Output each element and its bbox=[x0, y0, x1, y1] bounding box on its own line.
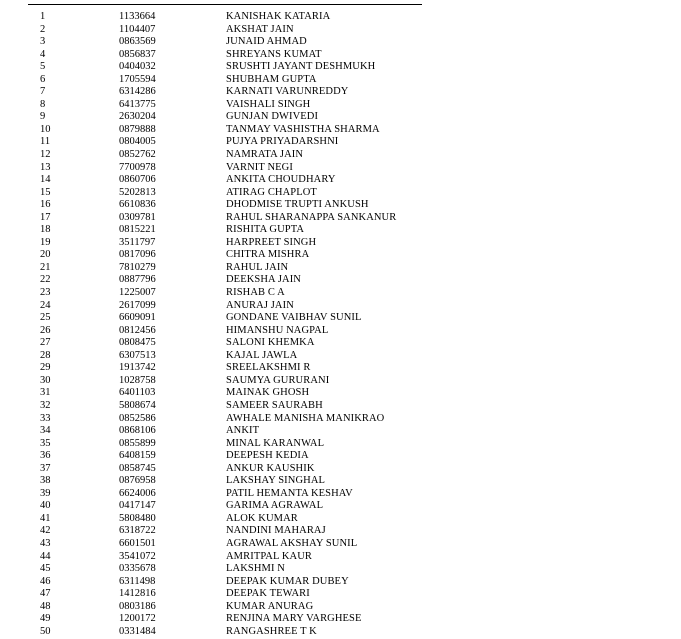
table-row bbox=[0, 375, 681, 388]
candidate-name-cell: JUNAID AHMAD bbox=[226, 36, 307, 48]
roll-number-cell: 6610836 bbox=[119, 199, 156, 211]
roll-number-cell: 0860706 bbox=[119, 174, 156, 186]
table-row bbox=[0, 124, 681, 137]
serial-number-cell: 43 bbox=[40, 537, 51, 549]
candidate-name-cell: MAINAK GHOSH bbox=[226, 387, 310, 399]
serial-number-cell: 11 bbox=[40, 136, 51, 148]
serial-number-cell: 7 bbox=[40, 86, 46, 98]
candidate-name-cell: RAHUL SHARANAPPA SANKANUR bbox=[226, 211, 397, 223]
table-row bbox=[0, 162, 681, 175]
candidate-name-cell: NAMRATA JAIN bbox=[226, 149, 304, 161]
serial-number-cell: 1 bbox=[40, 11, 46, 22]
candidate-name-cell: RAHUL JAIN bbox=[226, 261, 289, 273]
table-row bbox=[0, 387, 681, 400]
table-row bbox=[0, 36, 681, 49]
roll-number-cell: 6307513 bbox=[119, 349, 156, 361]
serial-number-cell: 33 bbox=[40, 412, 51, 424]
table-row bbox=[0, 262, 681, 275]
candidate-name-cell: TANMAY VASHISTHA SHARMA bbox=[226, 123, 380, 135]
candidate-name-cell: AWHALE MANISHA MANIKRAO bbox=[226, 412, 385, 424]
serial-number-cell: 5 bbox=[40, 61, 46, 73]
serial-number-cell: 49 bbox=[40, 613, 51, 625]
roll-number-cell: 6609091 bbox=[119, 312, 156, 324]
serial-number-cell: 42 bbox=[40, 525, 51, 537]
roll-number-cell: 6601501 bbox=[119, 537, 156, 549]
table-row bbox=[0, 212, 681, 225]
candidate-name-cell: SAMEER SAURABH bbox=[226, 399, 323, 411]
serial-number-cell: 27 bbox=[40, 337, 51, 349]
serial-number-cell: 37 bbox=[40, 462, 51, 474]
table-row bbox=[0, 475, 681, 488]
roll-number-cell: 0852586 bbox=[119, 412, 156, 424]
table-row bbox=[0, 237, 681, 250]
roll-number-cell: 1028758 bbox=[119, 374, 156, 386]
candidate-name-cell: RISHAB C A bbox=[226, 287, 285, 299]
table-row bbox=[0, 325, 681, 338]
serial-number-cell: 25 bbox=[40, 312, 51, 324]
serial-number-cell: 15 bbox=[40, 186, 51, 198]
candidate-name-cell: HARPREET SINGH bbox=[226, 236, 317, 248]
roll-number-cell: 0803186 bbox=[119, 600, 156, 612]
serial-number-cell: 35 bbox=[40, 437, 51, 449]
table-row bbox=[0, 500, 681, 513]
table-row bbox=[0, 24, 681, 37]
top-divider-line bbox=[28, 4, 422, 5]
roll-number-cell: 1412816 bbox=[119, 588, 156, 600]
table-row bbox=[0, 49, 681, 62]
table-row bbox=[0, 61, 681, 74]
serial-number-cell: 36 bbox=[40, 450, 51, 462]
serial-number-cell: 39 bbox=[40, 487, 51, 499]
roll-number-cell: 0876958 bbox=[119, 475, 156, 487]
roll-number-cell: 5202813 bbox=[119, 186, 156, 198]
roll-number-cell: 0404032 bbox=[119, 61, 156, 73]
table-row bbox=[0, 413, 681, 426]
candidate-name-cell: KANISHAK KATARIA bbox=[226, 11, 331, 22]
serial-number-cell: 26 bbox=[40, 324, 51, 336]
table-row bbox=[0, 576, 681, 589]
candidate-name-cell: SHREYANS KUMAT bbox=[226, 48, 322, 60]
candidate-name-cell: RANGASHREE T K bbox=[226, 625, 317, 637]
candidate-name-cell: AMRITPAL KAUR bbox=[226, 550, 312, 562]
roll-number-cell: 7700978 bbox=[119, 161, 156, 173]
table-row bbox=[0, 350, 681, 363]
candidate-name-cell: SREELAKSHMI R bbox=[226, 362, 311, 374]
table-row bbox=[0, 287, 681, 300]
serial-number-cell: 6 bbox=[40, 73, 46, 85]
table-row bbox=[0, 463, 681, 476]
serial-number-cell: 12 bbox=[40, 149, 51, 161]
candidate-name-cell: SHUBHAM GUPTA bbox=[226, 73, 317, 85]
candidate-name-cell: AGRAWAL AKSHAY SUNIL bbox=[226, 537, 358, 549]
serial-number-cell: 41 bbox=[40, 512, 51, 524]
table-row bbox=[0, 224, 681, 237]
candidate-name-cell: ANURAJ JAIN bbox=[226, 299, 294, 311]
serial-number-cell: 32 bbox=[40, 399, 51, 411]
table-row bbox=[0, 99, 681, 112]
table-row bbox=[0, 11, 681, 24]
roll-number-cell: 5808480 bbox=[119, 512, 156, 524]
table-row bbox=[0, 538, 681, 551]
roll-number-cell: 0858745 bbox=[119, 462, 156, 474]
roll-number-cell: 0855899 bbox=[119, 437, 156, 449]
serial-number-cell: 46 bbox=[40, 575, 51, 587]
table-row bbox=[0, 111, 681, 124]
roll-number-cell: 6401103 bbox=[119, 387, 156, 399]
roll-number-cell: 6413775 bbox=[119, 98, 156, 110]
serial-number-cell: 29 bbox=[40, 362, 51, 374]
candidate-name-cell: GARIMA AGRAWAL bbox=[226, 500, 324, 512]
serial-number-cell: 30 bbox=[40, 374, 51, 386]
candidate-name-cell: ANKIT bbox=[226, 425, 260, 437]
table-row bbox=[0, 300, 681, 313]
roll-number-cell: 0887796 bbox=[119, 274, 156, 286]
roll-number-cell: 6311498 bbox=[119, 575, 156, 587]
roll-number-cell: 1104407 bbox=[119, 23, 156, 35]
candidate-name-cell: GONDANE VAIBHAV SUNIL bbox=[226, 312, 362, 324]
candidate-name-cell: DEEPAK TEWARI bbox=[226, 588, 310, 600]
table-row bbox=[0, 613, 681, 626]
roll-number-cell: 0335678 bbox=[119, 563, 156, 575]
candidate-name-cell: RISHITA GUPTA bbox=[226, 224, 305, 236]
roll-number-cell: 0856837 bbox=[119, 48, 156, 60]
roll-number-cell: 1913742 bbox=[119, 362, 156, 374]
serial-number-cell: 31 bbox=[40, 387, 51, 399]
table-row bbox=[0, 149, 681, 162]
table-row bbox=[0, 249, 681, 262]
serial-number-cell: 28 bbox=[40, 349, 51, 361]
candidate-name-cell: GUNJAN DWIVEDI bbox=[226, 111, 319, 123]
table-row bbox=[0, 337, 681, 350]
table-row bbox=[0, 400, 681, 413]
serial-number-cell: 13 bbox=[40, 161, 51, 173]
serial-number-cell: 50 bbox=[40, 625, 51, 637]
candidate-name-cell: ATIRAG CHAPLOT bbox=[226, 186, 317, 198]
table-row bbox=[0, 626, 681, 639]
serial-number-cell: 8 bbox=[40, 98, 46, 110]
serial-number-cell: 17 bbox=[40, 211, 51, 223]
candidate-name-cell: KUMAR ANURAG bbox=[226, 600, 314, 612]
roll-number-cell: 6408159 bbox=[119, 450, 156, 462]
roll-number-cell: 7810279 bbox=[119, 261, 156, 273]
roll-number-cell: 6624006 bbox=[119, 487, 156, 499]
roll-number-cell: 0808475 bbox=[119, 337, 156, 349]
table-row bbox=[0, 488, 681, 501]
roll-number-cell: 0817096 bbox=[119, 249, 156, 261]
serial-number-cell: 34 bbox=[40, 425, 51, 437]
table-row bbox=[0, 525, 681, 538]
roll-number-cell: 1705594 bbox=[119, 73, 156, 85]
candidate-name-cell: PATIL HEMANTA KESHAV bbox=[226, 487, 353, 499]
serial-number-cell: 16 bbox=[40, 199, 51, 211]
serial-number-cell: 24 bbox=[40, 299, 51, 311]
roll-number-cell: 0863569 bbox=[119, 36, 156, 48]
roll-number-cell: 1133664 bbox=[119, 11, 156, 22]
candidate-name-cell: DEEPESH KEDIA bbox=[226, 450, 309, 462]
roll-number-cell: 0815221 bbox=[119, 224, 156, 236]
table-row bbox=[0, 551, 681, 564]
roll-number-cell: 1225007 bbox=[119, 287, 156, 299]
candidate-name-cell: KARNATI VARUNREDDY bbox=[226, 86, 349, 98]
candidate-name-cell: NANDINI MAHARAJ bbox=[226, 525, 326, 537]
candidate-name-cell: AKSHAT JAIN bbox=[226, 23, 294, 35]
table-row bbox=[0, 199, 681, 212]
serial-number-cell: 47 bbox=[40, 588, 51, 600]
candidate-name-cell: KAJAL JAWLA bbox=[226, 349, 298, 361]
results-table bbox=[0, 11, 681, 638]
roll-number-cell: 3541072 bbox=[119, 550, 156, 562]
serial-number-cell: 20 bbox=[40, 249, 51, 261]
table-row bbox=[0, 312, 681, 325]
serial-number-cell: 4 bbox=[40, 48, 46, 60]
candidate-name-cell: HIMANSHU NAGPAL bbox=[226, 324, 329, 336]
serial-number-cell: 18 bbox=[40, 224, 51, 236]
candidate-name-cell: DEEKSHA JAIN bbox=[226, 274, 301, 286]
roll-number-cell: 0417147 bbox=[119, 500, 156, 512]
roll-number-cell: 5808674 bbox=[119, 399, 156, 411]
candidate-name-cell: ANKITA CHOUDHARY bbox=[226, 174, 336, 186]
roll-number-cell: 6314286 bbox=[119, 86, 156, 98]
candidate-name-cell: PUJYA PRIYADARSHNI bbox=[226, 136, 339, 148]
candidate-name-cell: SRUSHTI JAYANT DESHMUKH bbox=[226, 61, 376, 73]
table-row bbox=[0, 588, 681, 601]
roll-number-cell: 0804005 bbox=[119, 136, 156, 148]
roll-number-cell: 0852762 bbox=[119, 149, 156, 161]
table-row bbox=[0, 438, 681, 451]
serial-number-cell: 3 bbox=[40, 36, 46, 48]
serial-number-cell: 40 bbox=[40, 500, 51, 512]
roll-number-cell: 2630204 bbox=[119, 111, 156, 123]
roll-number-cell: 2617099 bbox=[119, 299, 156, 311]
table-row bbox=[0, 86, 681, 99]
candidate-name-cell: SAUMYA GURURANI bbox=[226, 374, 330, 386]
roll-number-cell: 0812456 bbox=[119, 324, 156, 336]
table-row bbox=[0, 450, 681, 463]
candidate-name-cell: DEEPAK KUMAR DUBEY bbox=[226, 575, 349, 587]
candidate-name-cell: MINAL KARANWAL bbox=[226, 437, 325, 449]
table-row bbox=[0, 174, 681, 187]
roll-number-cell: 1200172 bbox=[119, 613, 156, 625]
candidate-name-cell: LAKSHAY SINGHAL bbox=[226, 475, 326, 487]
serial-number-cell: 19 bbox=[40, 236, 51, 248]
roll-number-cell: 6318722 bbox=[119, 525, 156, 537]
candidate-name-cell: SALONI KHEMKA bbox=[226, 337, 315, 349]
serial-number-cell: 21 bbox=[40, 261, 51, 273]
table-row bbox=[0, 362, 681, 375]
serial-number-cell: 22 bbox=[40, 274, 51, 286]
table-row bbox=[0, 187, 681, 200]
serial-number-cell: 2 bbox=[40, 23, 46, 35]
serial-number-cell: 48 bbox=[40, 600, 51, 612]
candidate-name-cell: RENJINA MARY VARGHESE bbox=[226, 613, 362, 625]
candidate-name-cell: DHODMISE TRUPTI ANKUSH bbox=[226, 199, 369, 211]
table-row bbox=[0, 513, 681, 526]
roll-number-cell: 3511797 bbox=[119, 236, 156, 248]
table-row bbox=[0, 425, 681, 438]
candidate-name-cell: VAISHALI SINGH bbox=[226, 98, 311, 110]
candidate-name-cell: CHITRA MISHRA bbox=[226, 249, 310, 261]
roll-number-cell: 0868106 bbox=[119, 425, 156, 437]
roll-number-cell: 0331484 bbox=[119, 625, 156, 637]
candidate-name-cell: VARNIT NEGI bbox=[226, 161, 293, 173]
candidate-name-cell: ALOK KUMAR bbox=[226, 512, 298, 524]
candidate-name-cell: ANKUR KAUSHIK bbox=[226, 462, 315, 474]
serial-number-cell: 14 bbox=[40, 174, 51, 186]
roll-number-cell: 0879888 bbox=[119, 123, 156, 135]
serial-number-cell: 23 bbox=[40, 287, 51, 299]
serial-number-cell: 10 bbox=[40, 123, 51, 135]
serial-number-cell: 9 bbox=[40, 111, 46, 123]
table-row bbox=[0, 563, 681, 576]
table-row bbox=[0, 601, 681, 614]
table-row bbox=[0, 274, 681, 287]
serial-number-cell: 38 bbox=[40, 475, 51, 487]
serial-number-cell: 45 bbox=[40, 563, 51, 575]
candidate-name-cell: LAKSHMI N bbox=[226, 563, 285, 575]
table-row bbox=[0, 74, 681, 87]
table-row bbox=[0, 136, 681, 149]
serial-number-cell: 44 bbox=[40, 550, 51, 562]
roll-number-cell: 0309781 bbox=[119, 211, 156, 223]
